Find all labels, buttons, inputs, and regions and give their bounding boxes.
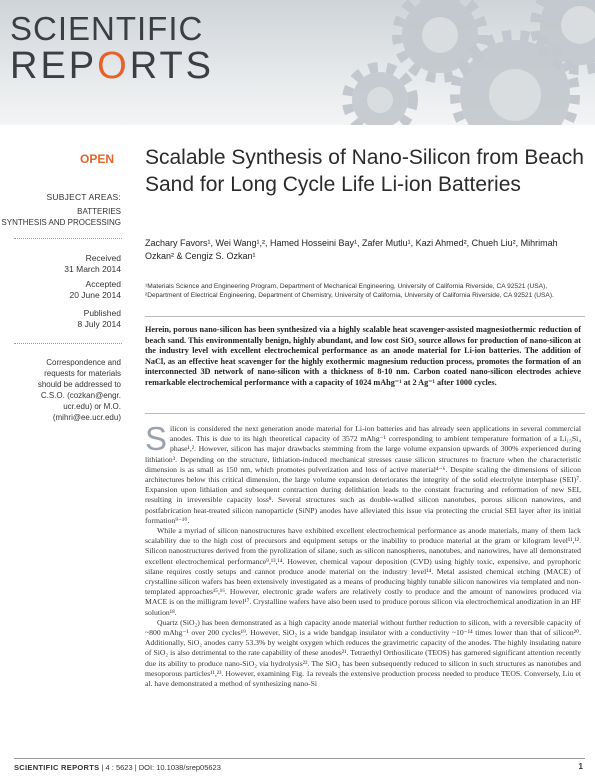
subject-item[interactable]: SYNTHESIS AND PROCESSING [1, 218, 121, 227]
subject-areas [0, 192, 121, 228]
article-body [145, 420, 581, 689]
subject-heading: SUBJECT AREAS: [46, 192, 121, 202]
correspondence-email[interactable]: C.S.O. (cozkan@engr. [40, 391, 121, 400]
abstract: Herein, porous nano-silicon has been synthesized via a highly scalable heat scavenger-assisted magnesiothermic reduction of beach sand. This environmentally benign, highly abundant, and low cost SiO₂ source allows for production of nano-silicon at the industry level with excellent electrochemical performance as an anode material for Li-ion batteries. The addition of NaCl, as an effective heat scavenger for the highly exothermic magnesium reduction process, promotes the formation of an interconnected 3D network of nano-silicon with a thickness of 8-10 nm. Carbon coated nano-silicon electrodes achieve remarkable electrochemical performance with a capacity of 1024 mAhg⁻¹ at 2 Ag⁻¹ after 1000 cycles. [145, 325, 581, 387]
received-block [0, 253, 121, 275]
accepted-block [0, 279, 121, 301]
subject-item[interactable]: BATTERIES [77, 207, 121, 216]
footer-rule [14, 758, 585, 759]
accepted-date: 20 June 2014 [69, 290, 121, 300]
correspondence-line: requests for materials [44, 369, 121, 378]
author-list: Zachary Favors¹, Wei Wang¹,², Hamed Hosseini Bay¹, Zafer Mutlu¹, Kazi Ahmed², Chueh Liu², Mihrimah Ozkan² & Cengiz S. Ozkan¹ [145, 238, 558, 261]
article-title: Scalable Synthesis of Nano-Silicon from Beach Sand for Long Cycle Life Li-ion Batteries [145, 146, 584, 196]
body-paragraph: While a myriad of silicon nanostructures have exhibited excellent electrochemical performance as anode materials, many of them lack scalability due to the high cost of precursors and equipment setups or the inability to produce material at the gram or kilogram level¹¹,¹². Silicon nanostructures derived from the pyrolization of silane, such as silicon nanospheres, nanotubes, and nanowires, have all demonstrated excellent electrochemical performance⁹,¹³,¹⁴. However, chemical vapour deposition (CVD) using highly toxic, expensive, and pyrophoric silane requires costly setups and cannot produce anode material on the industry level¹⁴. Metal assisted chemical etching (MACE) of crystalline silicon wafers has been extensively investigated as a means of producing highly tunable silicon nanowires via templated and non-templated approaches¹⁵,¹⁶. However, electronic grade wafers are relatively costly to produce and the amount of nanowires produced via MACE is on the milligram level¹⁷. Crystalline wafers have also been used to produce porous silicon via electrochemical anodization in an HF solution¹⁸. [145, 526, 581, 617]
journal-logo[interactable] [10, 12, 214, 86]
sidebar-divider [14, 238, 122, 239]
accepted-label: Accepted [85, 279, 121, 289]
gears-icon [195, 0, 595, 125]
correspondence-email[interactable]: (mihri@ee.ucr.edu) [52, 413, 121, 422]
logo-gear-o: O [97, 45, 130, 87]
correspondence-line: Correspondence and [46, 358, 121, 367]
drop-cap: S [145, 420, 168, 457]
section-divider [145, 413, 585, 414]
body-paragraph: Quartz (SiO₂) has been demonstrated as a high capacity anode material without further reduction to silicon, with a reversible capacity of ~800 mAhg⁻¹ over 200 cycles¹⁹. However, SiO₂ is a wide bandgap insulator with a conductivity ~10⁻¹⁴ times lower than that of silicon²⁰. Additionally, SiO₂ anodes carry 53.3% by weight oxygen which reduces the gravimetric capacity of the anodes. The highly insulating nature of SiO₂ is also detrimental to the rate capability of these anodes²¹. Tetraethyl Orthosilicate (TEOS) has garnered significant attention recently due its ability to produce nano-SiO₂ via hydrolysis²². The SiO₂ has been subsequently reduced to silicon in such structures as nanotubes and mesoporous particles¹¹,²³. However, examining Fig. 1a reveals the extensive production process needed to produce TEOS. Conversely, Liu et al. have demonstrated a method of synthesizing nano-Si [145, 617, 581, 689]
sidebar-divider [14, 343, 122, 344]
logo-scientific: SCIENTIFIC [10, 10, 204, 47]
footer-citation [14, 763, 221, 772]
page-footer [0, 758, 595, 782]
journal-header [0, 0, 595, 125]
published-block [0, 308, 121, 330]
page-number: 1 [578, 762, 583, 771]
received-date: 31 March 2014 [64, 264, 121, 274]
published-date: 8 July 2014 [77, 319, 121, 329]
open-access-label: OPEN [80, 152, 115, 166]
footer-doi[interactable]: | 4 : 5623 | DOI: 10.1038/srep05623 [99, 763, 221, 772]
correspondence-email[interactable]: ucr.edu) or M.O. [63, 402, 121, 411]
correspondence-line: should be addressed to [37, 380, 121, 389]
logo-reports: REPORTS [10, 45, 215, 87]
section-divider [145, 316, 585, 317]
received-label: Received [85, 253, 121, 263]
body-paragraph: Silicon is considered the next generation anode material for Li-ion batteries and has already seen applications in several commercial anodes. This is due to its high theoretical capacity of 3572 mAhg⁻¹ corresponding to ambient temperature formation of a Li₁₅Si₄ phase¹,². However, silicon has major drawbacks stemming from the large volume expansion upwards of 300% experienced during lithiation³. Depending on the structure, lithiation-induced mechanical stresses cause silicon structures to fracture when the characteristic dimension is as small as 150 nm, which promotes pulverization and loss of active material⁴⁻⁶. Despite scaling the dimensions of silicon architectures below this critical dimension, the large volume expansion deteriorates the integrity of the solid electrolyte interphase (SEI)⁷. Expansion upon lithiation and subsequent contraction during delithiation leads to the constant fracturing and reformation of new SEI, resulting in irreversible capacity loss⁸. Several structures such as double-walled silicon nanotubes, porous silicon nanowires, and postfabrication heat-treated silicon nanoparticle (SiNP) anodes have alleviated this issue via protecting the crucial SEI layer after its initial formation⁹⁻¹⁰. [145, 420, 581, 525]
footer-journal-name: SCIENTIFIC REPORTS [14, 763, 100, 772]
correspondence-block [0, 357, 121, 423]
affiliations: ¹Materials Science and Engineering Program, Department of Mechanical Engineering, University of California Riverside, CA 92521 (USA), ²Department of Electrical Engineering, Department of Chemistry, University of California, University of California Riverside, CA 92521 (USA). [145, 283, 554, 299]
published-label: Published [83, 308, 121, 318]
